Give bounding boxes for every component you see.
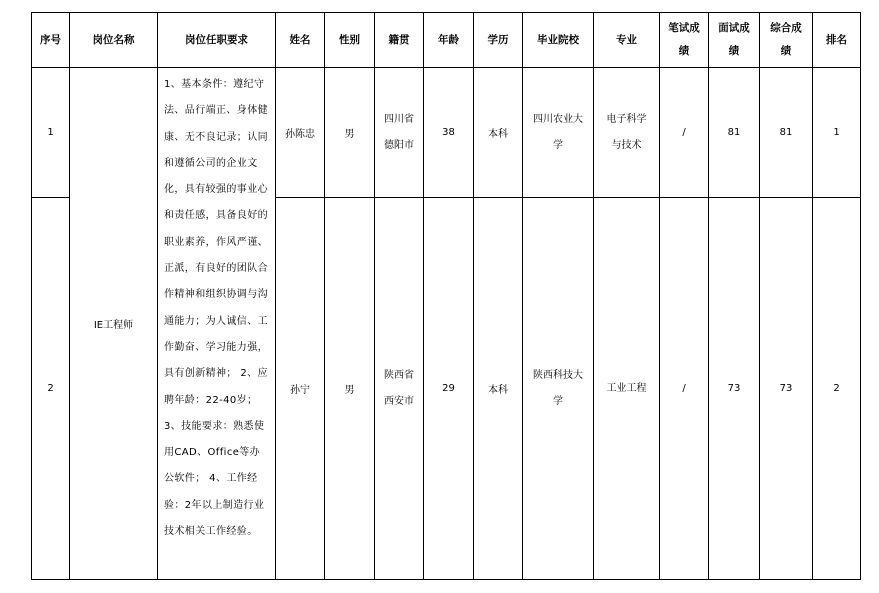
header-major: 专业 bbox=[594, 13, 660, 68]
cell-rank: 2 bbox=[813, 198, 861, 580]
cell-origin: 四川省德阳市 bbox=[375, 68, 424, 198]
cell-school: 四川农业大学 bbox=[523, 68, 594, 198]
cell-interview-score: 73 bbox=[709, 198, 760, 580]
cell-age: 29 bbox=[424, 198, 474, 580]
cell-position-name: IE工程师 bbox=[70, 68, 158, 580]
header-age: 年龄 bbox=[424, 13, 474, 68]
cell-education: 本科 bbox=[474, 198, 523, 580]
header-position: 岗位名称 bbox=[70, 13, 158, 68]
cell-age: 38 bbox=[424, 68, 474, 198]
cell-major: 电子科学与技术 bbox=[594, 68, 660, 198]
cell-gender: 男 bbox=[325, 68, 375, 198]
cell-interview-score: 81 bbox=[709, 68, 760, 198]
cell-major: 工业工程 bbox=[594, 198, 660, 580]
header-seq: 序号 bbox=[32, 13, 70, 68]
header-gender: 性别 bbox=[325, 13, 375, 68]
cell-seq: 2 bbox=[32, 198, 70, 580]
header-rank: 排名 bbox=[813, 13, 861, 68]
cell-gender: 男 bbox=[325, 198, 375, 580]
cell-education: 本科 bbox=[474, 68, 523, 198]
header-requirements: 岗位任职要求 bbox=[158, 13, 276, 68]
cell-name: 孙宁 bbox=[276, 198, 325, 580]
header-total-score: 综合成绩 bbox=[760, 13, 813, 68]
cell-total-score: 73 bbox=[760, 198, 813, 580]
cell-written-score: / bbox=[660, 198, 709, 580]
cell-written-score: / bbox=[660, 68, 709, 198]
header-row bbox=[32, 13, 861, 68]
cell-requirements: 1、基本条件：遵纪守法、品行端正、身体健康、无不良记录；认同和遵循公司的企业文化，具有较强的事业心和责任感，具备良好的职业素养，作风严谨、正派，有良好的团队合作精神和组织协调与沟通能力；为人诚信、工作勤奋、学习能力强，具有创新精神； 2、应聘年龄：22-40岁；3、技能要求：熟悉使用CAD、Office等办公软件； 4、工作经验：2年以上制造行业技术相关工作经验。 bbox=[158, 68, 276, 580]
header-interview-score: 面试成绩 bbox=[709, 13, 760, 68]
header-name: 姓名 bbox=[276, 13, 325, 68]
recruitment-results-table bbox=[31, 12, 861, 580]
header-written-score: 笔试成绩 bbox=[660, 13, 709, 68]
cell-origin: 陕西省西安市 bbox=[375, 198, 424, 580]
header-school: 毕业院校 bbox=[523, 13, 594, 68]
cell-seq: 1 bbox=[32, 68, 70, 198]
table-row bbox=[32, 68, 861, 198]
cell-rank: 1 bbox=[813, 68, 861, 198]
header-education: 学历 bbox=[474, 13, 523, 68]
cell-name: 孙陈忠 bbox=[276, 68, 325, 198]
cell-school: 陕西科技大学 bbox=[523, 198, 594, 580]
header-origin: 籍贯 bbox=[375, 13, 424, 68]
cell-total-score: 81 bbox=[760, 68, 813, 198]
